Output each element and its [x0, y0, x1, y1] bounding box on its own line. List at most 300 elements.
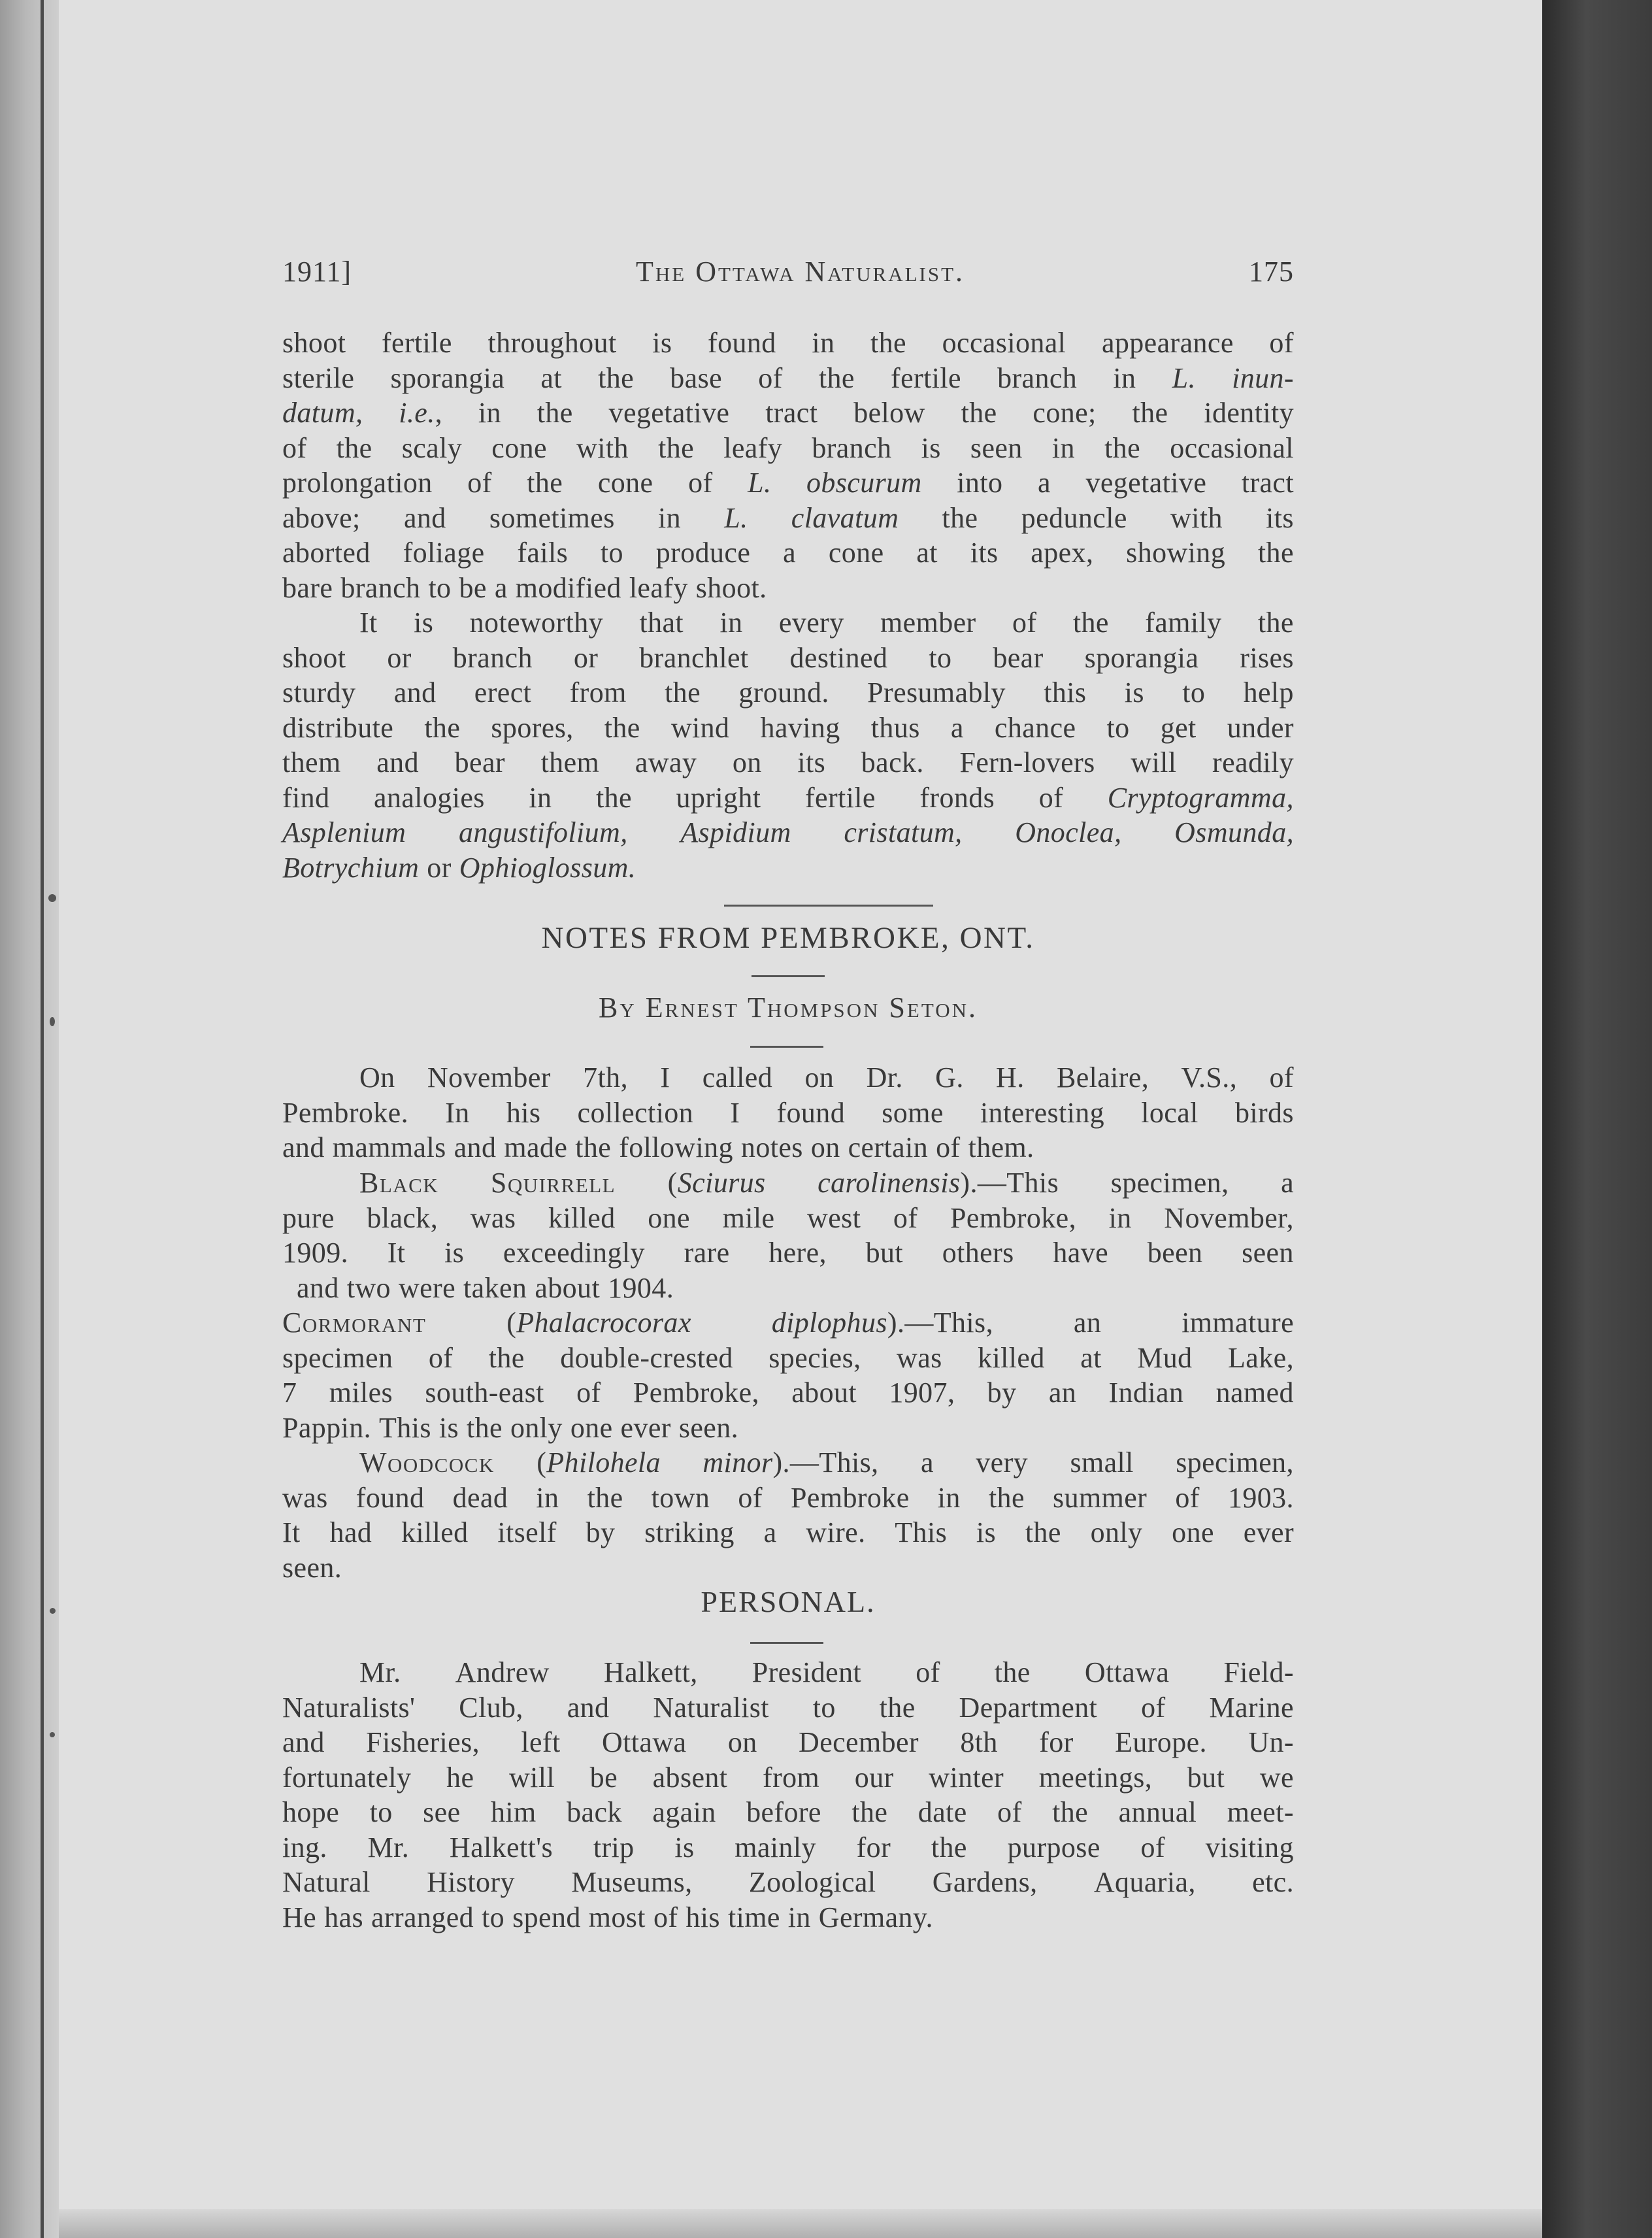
- word: Halkett,: [603, 1656, 698, 1688]
- word: the: [988, 1481, 1025, 1514]
- word: the: [575, 1131, 612, 1163]
- word: Fern-lovers: [959, 746, 1095, 778]
- word: or: [427, 851, 452, 884]
- word: and: [393, 676, 437, 709]
- personal-heading-rule: [750, 1642, 823, 1644]
- word: of: [893, 1201, 918, 1234]
- text-line: [282, 710, 1294, 746]
- word: is: [976, 1516, 997, 1548]
- word: December: [799, 1726, 919, 1758]
- word: killed: [548, 1201, 616, 1234]
- word: dead: [452, 1481, 508, 1514]
- word: of: [916, 1656, 940, 1688]
- word: Zoological: [748, 1866, 876, 1898]
- word: Pembroke.: [282, 1096, 409, 1129]
- word: and: [282, 1131, 325, 1163]
- word: the: [818, 361, 855, 394]
- word: from: [569, 676, 627, 709]
- word: about: [535, 1271, 601, 1304]
- word: before: [746, 1796, 821, 1828]
- word: Mr.: [367, 1831, 410, 1863]
- word: I: [730, 1096, 740, 1129]
- word: is: [444, 1237, 465, 1269]
- text-line: [282, 1130, 1294, 1165]
- word: It: [359, 607, 378, 639]
- word: on: [732, 746, 762, 778]
- word: branch: [997, 361, 1078, 394]
- word: with: [1170, 501, 1223, 534]
- word: (Sciurus: [667, 1167, 766, 1199]
- word: of: [1012, 607, 1037, 639]
- word: obscurum: [806, 467, 922, 499]
- word: the: [1132, 397, 1168, 429]
- word: appearance: [1101, 327, 1234, 359]
- word: President: [752, 1656, 862, 1688]
- text-line: [282, 641, 1294, 676]
- word: them.: [968, 1131, 1034, 1163]
- word: here,: [768, 1237, 827, 1269]
- word: carolinensis).—This: [818, 1167, 1059, 1199]
- word: to: [482, 1901, 505, 1933]
- word: were: [398, 1271, 456, 1304]
- word: for: [1039, 1726, 1074, 1758]
- word: November,: [1164, 1201, 1294, 1234]
- author-byline: By Ernest Thompson Seton.: [598, 992, 978, 1024]
- word: the: [879, 1691, 916, 1724]
- word: the: [961, 397, 997, 429]
- word: certain: [848, 1131, 929, 1163]
- word: black,: [367, 1201, 438, 1234]
- word: seen.: [678, 1411, 739, 1444]
- word: them: [282, 746, 341, 778]
- word: to: [369, 1796, 393, 1828]
- word: noteworthy: [469, 607, 604, 639]
- word: be: [589, 1761, 618, 1794]
- word: been: [1147, 1237, 1203, 1269]
- word: Germany.: [818, 1901, 933, 1933]
- word: Naturalists': [282, 1691, 416, 1724]
- word: back: [567, 1796, 622, 1828]
- word: spend: [512, 1901, 581, 1933]
- word: one: [570, 1411, 613, 1444]
- word: fertile: [891, 361, 961, 394]
- word: meet-: [1227, 1796, 1294, 1828]
- word: at: [1080, 1341, 1102, 1374]
- word: etc.: [1252, 1866, 1294, 1898]
- word: others: [942, 1237, 1014, 1269]
- word: cristatum,: [844, 816, 963, 848]
- section-heading-notes-from-pembroke: NOTES FROM PEMBROKE, ONT.: [541, 921, 1035, 955]
- running-head-year: 1911]: [282, 256, 352, 288]
- word: having: [760, 711, 840, 744]
- text-line: [282, 1095, 1294, 1131]
- word: (Philohela: [537, 1446, 661, 1478]
- text-line: [282, 1060, 1294, 1095]
- text-line: [282, 675, 1294, 710]
- word: be: [459, 571, 487, 604]
- word: the: [424, 711, 461, 744]
- word: to: [1182, 676, 1206, 709]
- word: This: [379, 1411, 431, 1444]
- word: a: [494, 571, 508, 604]
- word: rises: [1240, 641, 1294, 674]
- word: family: [1145, 607, 1222, 639]
- word: itself: [497, 1516, 557, 1548]
- word: specimen,: [1176, 1446, 1294, 1478]
- word: Woodcock: [359, 1446, 495, 1478]
- word: meetings,: [1038, 1761, 1153, 1794]
- word: cone: [828, 537, 884, 569]
- text-line: [282, 1165, 1294, 1201]
- word: the: [1072, 607, 1109, 639]
- word: bare: [282, 571, 333, 604]
- word: sterile: [282, 361, 355, 394]
- word: Dr.: [866, 1061, 903, 1094]
- paragraph-intro-belaire-collection: [282, 1060, 1294, 1165]
- word: hope: [282, 1796, 340, 1828]
- word: had: [329, 1516, 372, 1548]
- word: tract: [1241, 467, 1294, 499]
- word: was: [470, 1201, 516, 1234]
- word: the: [527, 467, 563, 499]
- text-line: [282, 501, 1294, 536]
- word: Naturalist: [653, 1691, 769, 1724]
- word: the: [537, 397, 573, 429]
- word: Cormorant: [282, 1307, 427, 1339]
- word: sometimes: [489, 501, 615, 534]
- word: our: [854, 1761, 894, 1794]
- word: one: [1172, 1516, 1214, 1548]
- word: In: [445, 1096, 470, 1129]
- word: Marine: [1209, 1691, 1294, 1724]
- word: and: [297, 1271, 339, 1304]
- word: of: [1269, 327, 1294, 359]
- text-line: [282, 1900, 1294, 1935]
- word: upright: [676, 781, 761, 814]
- word: wire.: [806, 1516, 866, 1548]
- word: is: [674, 1831, 695, 1863]
- word: Presumably: [867, 676, 1006, 709]
- word: datum,: [282, 397, 363, 429]
- word: fails: [517, 537, 569, 569]
- scan-bottom-edge: [59, 2209, 1542, 2238]
- word: It: [282, 1516, 301, 1548]
- text-line: [282, 1550, 1294, 1586]
- word: to: [600, 537, 623, 569]
- word: leafy: [723, 431, 783, 464]
- word: again: [652, 1796, 716, 1828]
- word: of: [1141, 1691, 1166, 1724]
- word: to: [929, 641, 952, 674]
- word: was: [282, 1481, 328, 1514]
- word: angustifolium,: [459, 816, 628, 848]
- word: cone: [597, 467, 653, 499]
- word: of: [1038, 781, 1064, 814]
- word: Field-: [1223, 1656, 1294, 1688]
- word: Belaire,: [1056, 1061, 1149, 1094]
- word: shoot: [282, 641, 346, 674]
- word: 7: [282, 1377, 297, 1409]
- word: bear: [454, 746, 505, 778]
- word: will: [509, 1761, 555, 1794]
- word: the: [336, 431, 372, 464]
- word: the: [1025, 1516, 1061, 1548]
- word: rare: [684, 1237, 730, 1269]
- text-line: [282, 1201, 1294, 1236]
- word: branch: [340, 571, 421, 604]
- word: will: [1131, 746, 1177, 778]
- word: an: [1048, 1377, 1077, 1409]
- word: visiting: [1205, 1831, 1294, 1863]
- word: of: [1269, 1061, 1294, 1094]
- word: the: [1257, 537, 1294, 569]
- word: It: [387, 1237, 406, 1269]
- word: apex,: [1031, 537, 1094, 569]
- word: in: [536, 1481, 559, 1514]
- word: fortunately: [282, 1761, 412, 1794]
- word: the: [595, 781, 632, 814]
- word: of: [653, 1901, 678, 1933]
- word: we: [1259, 1761, 1294, 1794]
- word: on: [810, 1131, 840, 1163]
- word: i.e.,: [399, 397, 443, 429]
- word: date: [917, 1796, 967, 1828]
- word: inun-: [1232, 361, 1294, 394]
- word: is: [438, 1411, 459, 1444]
- word: find: [282, 781, 330, 814]
- word: wind: [670, 711, 730, 744]
- word: is: [652, 327, 672, 359]
- word: Museums,: [571, 1866, 693, 1898]
- word: Indian: [1108, 1377, 1184, 1409]
- paragraph-lycopodium-continued: [282, 326, 1294, 605]
- word: sporangia: [390, 361, 505, 394]
- word: of: [997, 1796, 1022, 1828]
- word: or: [387, 641, 412, 674]
- word: exceedingly: [503, 1237, 645, 1269]
- word: is: [1124, 676, 1144, 709]
- word: to: [812, 1691, 836, 1724]
- word: tract: [765, 397, 818, 429]
- word: away: [635, 746, 697, 778]
- byline-short-rule: [750, 1046, 823, 1048]
- word: of: [936, 1131, 961, 1163]
- word: H.: [996, 1061, 1025, 1094]
- text-line: [282, 1760, 1294, 1795]
- word: Lake,: [1228, 1341, 1294, 1374]
- word: time: [727, 1901, 780, 1933]
- word: in: [478, 397, 501, 429]
- text-line: [282, 1515, 1294, 1550]
- paragraph-cormorant: [282, 1305, 1294, 1445]
- word: collection: [577, 1096, 694, 1129]
- word: analogies: [374, 781, 485, 814]
- word: the: [994, 1656, 1031, 1688]
- word: south-east: [425, 1377, 544, 1409]
- word: Osmunda,: [1174, 816, 1294, 848]
- word: and: [454, 1131, 497, 1163]
- word: birds: [1234, 1096, 1294, 1129]
- word: chance: [994, 711, 1076, 744]
- word: on: [804, 1061, 834, 1094]
- word: produce: [655, 537, 751, 569]
- word: Asplenium: [282, 816, 406, 848]
- word: fronds: [919, 781, 995, 814]
- word: that: [639, 607, 684, 639]
- word: L.: [1172, 361, 1196, 394]
- text-line: [282, 1305, 1294, 1341]
- word: a: [1037, 467, 1051, 499]
- word: Europe.: [1115, 1726, 1207, 1758]
- word: by: [586, 1516, 616, 1548]
- word: Ottawa: [601, 1726, 687, 1758]
- word: the: [658, 431, 695, 464]
- word: on: [727, 1726, 757, 1758]
- word: get: [1160, 711, 1197, 744]
- word: bear: [993, 641, 1044, 674]
- word: vegetative: [608, 397, 730, 429]
- word: the: [488, 1341, 525, 1374]
- word: pure: [282, 1201, 335, 1234]
- section-divider-rule: [724, 905, 933, 907]
- word: fertile: [382, 327, 452, 359]
- text-line: [282, 1411, 1294, 1446]
- text-line: [282, 326, 1294, 361]
- word: aborted: [282, 537, 371, 569]
- word: showing: [1126, 537, 1226, 569]
- word: Black: [359, 1167, 439, 1199]
- word: two: [346, 1271, 391, 1304]
- word: to: [428, 571, 452, 604]
- word: his: [506, 1096, 541, 1129]
- word: to: [1106, 711, 1130, 744]
- word: On: [359, 1061, 395, 1094]
- text-line: [282, 465, 1294, 501]
- text-line: [282, 361, 1294, 396]
- word: species,: [768, 1341, 861, 1374]
- word: sporangia: [1084, 641, 1199, 674]
- word: left: [521, 1726, 561, 1758]
- word: of: [282, 431, 307, 464]
- word: west: [807, 1201, 861, 1234]
- margin-speck: [50, 1608, 56, 1614]
- word: readily: [1212, 746, 1294, 778]
- word: or: [573, 641, 599, 674]
- word: mainly: [735, 1831, 816, 1863]
- word: them: [540, 746, 600, 778]
- word: the: [942, 501, 978, 534]
- word: Department: [959, 1691, 1098, 1724]
- word: but: [865, 1237, 904, 1269]
- word: very: [976, 1446, 1029, 1478]
- word: throughout: [487, 327, 617, 359]
- word: in: [1108, 1201, 1132, 1234]
- word: thus: [870, 711, 920, 744]
- word: annual: [1118, 1796, 1197, 1828]
- word: for: [856, 1831, 891, 1863]
- word: notes: [740, 1131, 803, 1163]
- word: base: [670, 361, 723, 394]
- word: 1909.: [282, 1237, 348, 1269]
- word: member: [880, 607, 976, 639]
- word: branch: [812, 431, 892, 464]
- word: the: [467, 1411, 503, 1444]
- word: Mud: [1137, 1341, 1193, 1374]
- word: killed: [401, 1516, 469, 1548]
- word: Pappin.: [282, 1411, 372, 1444]
- word: G.: [935, 1061, 964, 1094]
- word: Squirrell: [490, 1167, 616, 1199]
- word: in: [1051, 431, 1075, 464]
- word: Club,: [459, 1691, 523, 1724]
- word: shoot: [282, 327, 346, 359]
- word: the: [851, 1796, 888, 1828]
- scan-binding-rule: [41, 0, 44, 2238]
- word: found: [355, 1481, 425, 1514]
- word: double-crested: [560, 1341, 733, 1374]
- text-line: [282, 815, 1294, 850]
- word: ever: [620, 1411, 671, 1444]
- word: most: [588, 1901, 646, 1933]
- word: the: [665, 676, 701, 709]
- word: some: [882, 1096, 944, 1129]
- word: only: [1090, 1516, 1143, 1548]
- word: in: [1113, 361, 1136, 394]
- word: its: [1266, 501, 1294, 534]
- word: L.: [748, 467, 772, 499]
- word: a: [763, 1516, 777, 1548]
- text-line: [282, 571, 1294, 606]
- word: foliage: [403, 537, 485, 569]
- word: Ottawa: [1084, 1656, 1170, 1688]
- scan-left-edge: [0, 0, 59, 2238]
- word: This: [895, 1516, 948, 1548]
- word: Pembroke,: [950, 1201, 1077, 1234]
- word: diplophus).—This,: [771, 1307, 993, 1339]
- text-line: [282, 1725, 1294, 1760]
- word: under: [1227, 711, 1294, 744]
- word: modified: [515, 571, 621, 604]
- word: identity: [1204, 397, 1294, 429]
- word: Aquaria,: [1093, 1866, 1196, 1898]
- word: of: [1140, 1831, 1165, 1863]
- word: the: [604, 711, 640, 744]
- word: 1907,: [889, 1377, 955, 1409]
- word: named: [1215, 1377, 1294, 1409]
- text-line: [282, 395, 1294, 431]
- word: the: [1104, 431, 1141, 464]
- text-line: [282, 1795, 1294, 1830]
- word: Andrew: [455, 1656, 550, 1688]
- word: prolongation: [282, 467, 433, 499]
- text-line: [282, 850, 1294, 886]
- word: Un-: [1248, 1726, 1294, 1758]
- word: branch: [452, 641, 533, 674]
- word: of: [428, 1341, 454, 1374]
- word: of: [467, 467, 492, 499]
- word: him: [491, 1796, 537, 1828]
- word: ever: [1243, 1516, 1294, 1548]
- word: back.: [861, 746, 924, 778]
- text-line: [282, 1830, 1294, 1865]
- word: of: [576, 1377, 601, 1409]
- word: in: [719, 607, 743, 639]
- word: scaly: [401, 431, 463, 464]
- word: killed: [978, 1341, 1045, 1374]
- word: following: [619, 1131, 733, 1163]
- word: the: [931, 1831, 967, 1863]
- word: in: [812, 327, 835, 359]
